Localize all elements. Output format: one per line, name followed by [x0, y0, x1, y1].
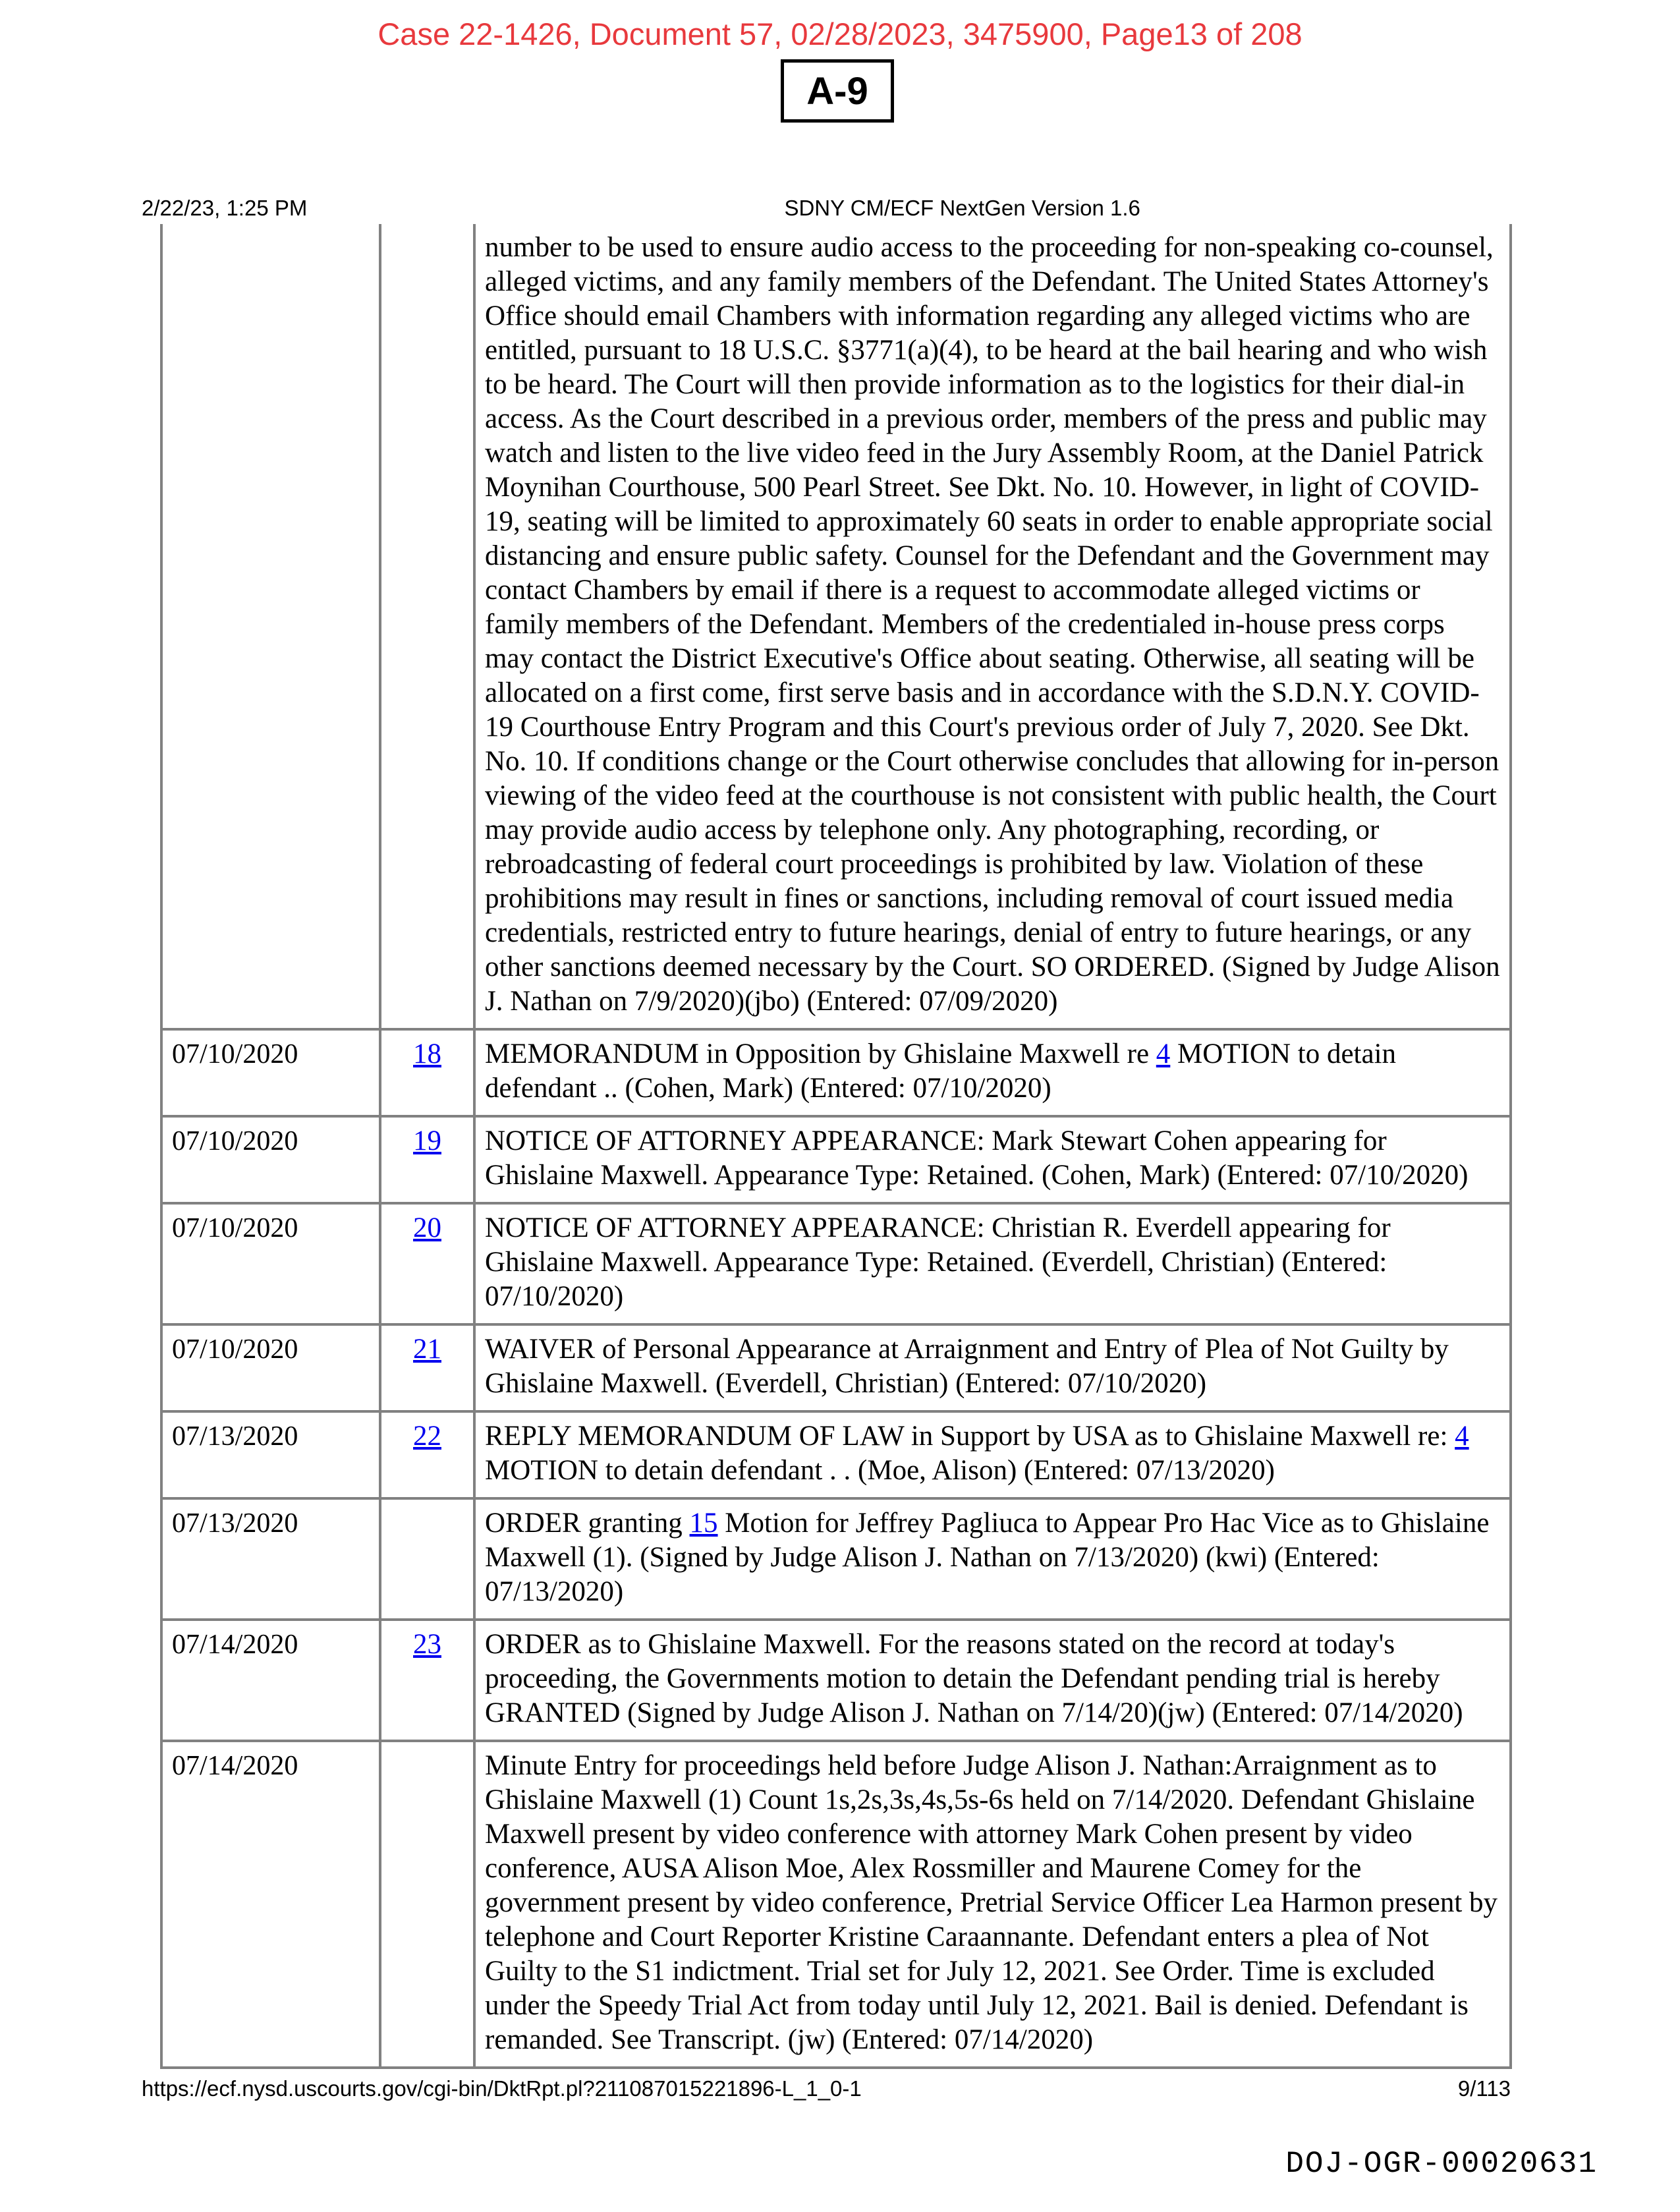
doc-number-link[interactable]: 20 [413, 1212, 441, 1243]
date-cell: 07/10/2020 [161, 1029, 380, 1116]
docket-row [161, 1741, 1511, 2068]
docket-row [161, 1498, 1511, 1620]
description-text: MOTION to detain defendant .. (Cohen, Mark) (Entered: 07/10/2020) [485, 1038, 1397, 1104]
docket-row [161, 1411, 1511, 1498]
doc-number-cell [380, 224, 474, 1029]
date-cell: 07/13/2020 [161, 1498, 380, 1620]
description-text: Minute Entry for proceedings held before Judge Alison J. Nathan:Arraignment as to Ghislaine Maxwell (1) Count 1s,2s,3s,4s,5s-6s held on 7/14/2020. Defendant Ghislaine Maxwell present by video conference with attorney Mark Cohen present by video conference, AUSA Alison Moe, Alex Rossmiller and Maurene Comey for the government present by video conference, Pretrial Service Officer Lea Harmon present by telephone and Court Reporter Kristine Caraannante. Defendant enters a plea of Not Guilty to the S1 indictment. Trial set for July 12, 2021. See Order. Time is excluded under the Speedy Trial Act from today until July 12, 2021. Bail is denied. Defendant is remanded. See Transcript. (jw) (Entered: 07/14/2020) [485, 1750, 1498, 2055]
description-cell [474, 1029, 1511, 1116]
docket-row [161, 1620, 1511, 1741]
doc-ref-link[interactable]: 15 [689, 1508, 718, 1539]
doc-number-cell [380, 1741, 474, 2068]
docket-row [161, 224, 1511, 1029]
footer-url: https://ecf.nysd.uscourts.gov/cgi-bin/DktRpt.pl?211087015221896-L_1_0-1 [142, 2076, 862, 2101]
description-text: REPLY MEMORANDUM OF LAW in Support by USA as to Ghislaine Maxwell re: [485, 1421, 1455, 1452]
description-text: number to be used to ensure audio access to the proceeding for non-speaking co-counsel, alleged victims, and any family members of the Defendant. The United States Attorney's Office should email Chambers with information regarding any alleged victims who are entitled, pursuant to 18 U.S.C. §3771(a)(4), to be heard at the bail hearing and who wish to be heard. The Court will then provide information as to the logistics for their dial-in access. As the Court described in a previous order, members of the press and public may watch and listen to the live video feed in the Jury Assembly Room, at the Daniel Patrick Moynihan Courthouse, 500 Pearl Street. See Dkt. No. 10. However, in light of COVID-19, seating will be limited to approximately 60 seats in order to enable appropriate social distancing and ensure public safety. Counsel for the Defendant and the Government may contact Chambers by email if there is a request to accommodate alleged victims or family members of the Defendant. Members of the credentialed in-house press corps may contact the District Executive's Office about seating. Otherwise, all seating will be allocated on a first come, first serve basis and in accordance with the S.D.N.Y. COVID-19 Courthouse Entry Program and this Court's previous order of July 7, 2020. See Dkt. No. 10. If conditions change or the Court otherwise concludes that allowing for in-person viewing of the video feed at the courthouse is not consistent with public health, the Court may provide audio access by telephone only. Any photographing, recording, or rebroadcasting of federal court proceedings is prohibited by law. Violation of these prohibitions may result in fines or sanctions, including removal of court issued media credentials, restricted entry to future hearings, denial of entry to future hearings, or any other sanctions deemed necessary by the Court. SO ORDERED. (Signed by Judge Alison J. Nathan on 7/9/2020)(jbo) (Entered: 07/09/2020) [485, 232, 1500, 1017]
description-cell [474, 1498, 1511, 1620]
date-cell: 07/10/2020 [161, 1203, 380, 1324]
case-stamp: Case 22-1426, Document 57, 02/28/2023, 3475900, Page13 of 208 [378, 16, 1302, 51]
date-cell: 07/10/2020 [161, 1324, 380, 1411]
doc-number-link[interactable]: 22 [413, 1421, 441, 1452]
date-cell: 07/14/2020 [161, 1741, 380, 2068]
description-cell [474, 1741, 1511, 2068]
description-text: NOTICE OF ATTORNEY APPEARANCE: Mark Stewart Cohen appearing for Ghislaine Maxwell. Appearance Type: Retained. (Cohen, Mark) (Entered: 07/10/2020) [485, 1125, 1469, 1191]
app-title: SDNY CM/ECF NextGen Version 1.6 [784, 196, 1140, 220]
description-cell [474, 1203, 1511, 1324]
description-cell [474, 224, 1511, 1029]
doc-number-link[interactable]: 19 [413, 1125, 441, 1156]
doc-number-cell [380, 1411, 474, 1498]
bates-number: DOJ-OGR-00020631 [1285, 2147, 1598, 2181]
description-cell [474, 1411, 1511, 1498]
description-text: NOTICE OF ATTORNEY APPEARANCE: Christian R. Everdell appearing for Ghislaine Maxwell. Appearance Type: Retained. (Everdell, Christian) (Entered: 07/10/2020) [485, 1212, 1391, 1312]
date-cell [161, 224, 380, 1029]
doc-number-cell [380, 1324, 474, 1411]
docket-row [161, 1324, 1511, 1411]
doc-number-cell [380, 1116, 474, 1203]
docket-row [161, 1116, 1511, 1203]
print-header [142, 195, 1538, 221]
description-text: ORDER granting [485, 1508, 690, 1539]
description-text: MEMORANDUM in Opposition by Ghislaine Maxwell re [485, 1038, 1156, 1069]
description-text: Motion for Jeffrey Pagliuca to Appear Pro Hac Vice as to Ghislaine Maxwell (1). (Signed by Judge Alison J. Nathan on 7/13/2020) (kwi) (Entered: 07/13/2020) [485, 1508, 1490, 1607]
date-cell: 07/13/2020 [161, 1411, 380, 1498]
docket-row [161, 1203, 1511, 1324]
docket-table [160, 224, 1512, 2069]
appendix-page-label-box [781, 59, 894, 123]
doc-ref-link[interactable]: 4 [1455, 1421, 1469, 1452]
doc-ref-link[interactable]: 4 [1156, 1038, 1171, 1069]
description-text: WAIVER of Personal Appearance at Arraignment and Entry of Plea of Not Guilty by Ghislaine Maxwell. (Everdell, Christian) (Entered: 07/10/2020) [485, 1334, 1449, 1399]
date-cell: 07/14/2020 [161, 1620, 380, 1741]
description-cell [474, 1116, 1511, 1203]
description-cell [474, 1620, 1511, 1741]
doc-number-link[interactable]: 18 [413, 1038, 441, 1069]
docket-row [161, 1029, 1511, 1116]
print-footer [142, 2076, 1511, 2102]
doc-number-link[interactable]: 23 [413, 1629, 441, 1660]
docket-table-container [160, 224, 1512, 2069]
description-text: MOTION to detain defendant . . (Moe, Alison) (Entered: 07/13/2020) [485, 1455, 1275, 1486]
print-datetime: 2/22/23, 1:25 PM [142, 196, 308, 220]
description-cell [474, 1324, 1511, 1411]
doc-number-cell [380, 1620, 474, 1741]
date-cell: 07/10/2020 [161, 1116, 380, 1203]
description-text: ORDER as to Ghislaine Maxwell. For the reasons stated on the record at today's proceeding, the Governments motion to detain the Defendant pending trial is hereby GRANTED (Signed by Judge Alison J. Nathan on 7/14/20)(jw) (Entered: 07/14/2020) [485, 1629, 1463, 1728]
page-indicator: 9/113 [1457, 2076, 1511, 2101]
appendix-page-label: A-9 [806, 69, 868, 113]
doc-number-cell [380, 1203, 474, 1324]
doc-number-link[interactable]: 21 [413, 1334, 441, 1365]
doc-number-cell [380, 1029, 474, 1116]
doc-number-cell [380, 1498, 474, 1620]
